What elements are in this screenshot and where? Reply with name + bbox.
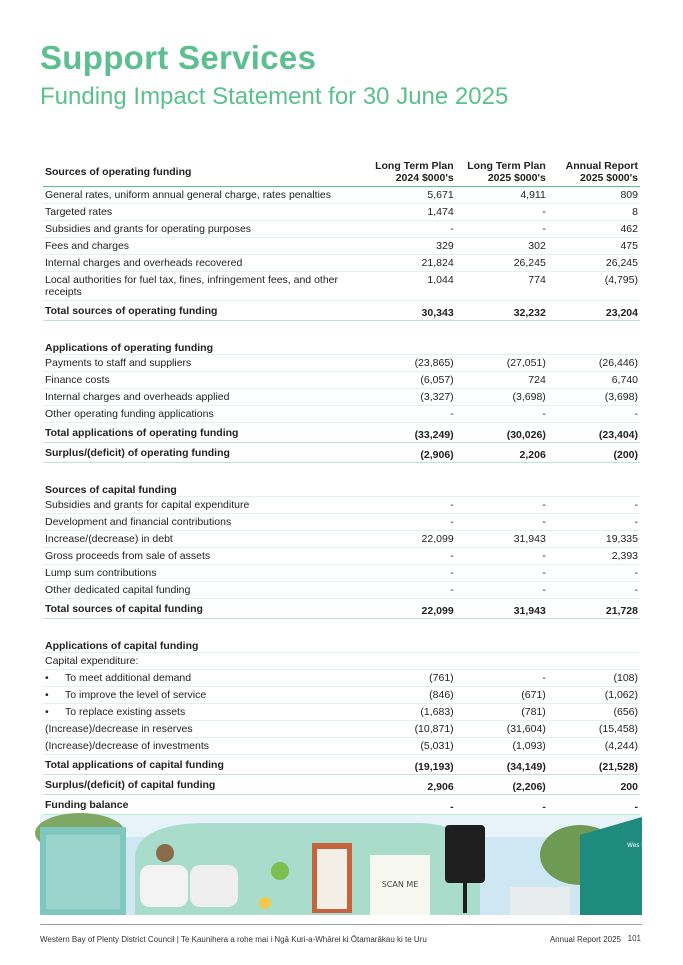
tent-text: Wes Bay Distr — [627, 842, 669, 849]
table-row: Finance costs (6,057) 724 6,740 — [43, 372, 640, 389]
table-row: Other operating funding applications - - - — [43, 406, 640, 423]
table-row: Gross proceeds from sale of assets - - 2,393 — [43, 548, 640, 565]
total-row: Surplus/(deficit) of capital funding 2,906 (2,206) 200 — [43, 775, 640, 795]
event-photo — [40, 815, 669, 915]
section-heading-row: Sources of capital funding — [43, 479, 640, 497]
table-row: • To meet additional demand (761) - (108) — [43, 670, 640, 687]
section-heading-row: Applications of operating funding — [43, 337, 640, 355]
footer-council-name: Western Bay of Plenty District Council | Te Kaunihera a rohe mai i Ngā Kuri-a-Whārei ki Ōtamarākau ki te Uru — [40, 935, 427, 944]
page-title: Support Services — [40, 39, 317, 76]
spacer-row — [43, 321, 640, 338]
header-annual-report-2025: Annual Report 2025 $000's — [548, 158, 640, 187]
table-row: Payments to staff and suppliers (23,865) (27,051) (26,446) — [43, 355, 640, 372]
table-row: (Increase)/decrease in reserves (10,871) (31,604) (15,458) — [43, 721, 640, 738]
footer-report-title: Annual Report 2025 — [549, 935, 621, 944]
header-sources-operating: Sources of operating funding — [43, 158, 364, 187]
table-row: Internal charges and overheads recovered 21,824 26,245 26,245 — [43, 255, 640, 272]
table-row: • To improve the level of service (846) (671) (1,062) — [43, 687, 640, 704]
table-row: Internal charges and overheads applied (3,327) (3,698) (3,698) — [43, 389, 640, 406]
table-row: General rates, uniform annual general charge, rates penalties 5,671 4,911 809 — [43, 187, 640, 204]
table-row: Development and financial contributions - - - — [43, 514, 640, 531]
scan-me-sign: SCAN ME — [381, 880, 419, 889]
page-subtitle: Funding Impact Statement for 30 June 2025 — [40, 83, 509, 110]
page-number: 101 — [627, 934, 641, 943]
spacer-row — [43, 463, 640, 480]
total-row: Total applications of capital funding (19,193) (34,149) (21,528) — [43, 755, 640, 775]
section-heading-row: Applications of capital funding — [43, 635, 640, 653]
spacer-row — [43, 619, 640, 636]
table-row: Capital expenditure: — [43, 653, 640, 670]
table-row: Lump sum contributions - - - — [43, 565, 640, 582]
table-row: Fees and charges 329 302 475 — [43, 238, 640, 255]
bullet-glyph: • — [45, 689, 49, 701]
caravan-photo-illustration — [40, 815, 669, 915]
table-row: Other dedicated capital funding - - - — [43, 582, 640, 599]
header-ltp-2025: Long Term Plan 2025 $000's — [456, 158, 548, 187]
footer-rule — [40, 924, 642, 925]
table-row: Local authorities for fuel tax, fines, infringement fees, and other receipts 1,044 774 (4,795) — [43, 272, 640, 301]
table-header-row — [43, 158, 640, 187]
bullet-glyph: • — [45, 672, 49, 684]
header-ltp-2024: Long Term Plan 2024 $000's — [364, 158, 456, 187]
total-row: Surplus/(deficit) of operating funding (2,906) 2,206 (200) — [43, 443, 640, 463]
table-row: • To replace existing assets (1,683) (781) (656) — [43, 704, 640, 721]
total-row: Total sources of operating funding 30,343 32,232 23,204 — [43, 301, 640, 321]
funding-impact-table — [43, 158, 640, 815]
funding-balance-row: Funding balance - - - — [43, 795, 640, 815]
table-row: (Increase)/decrease of investments (5,031) (1,093) (4,244) — [43, 738, 640, 755]
table-row: Subsidies and grants for operating purposes - - 462 — [43, 221, 640, 238]
table-row: Subsidies and grants for capital expenditure - - - — [43, 497, 640, 514]
table-row: Targeted rates 1,474 - 8 — [43, 204, 640, 221]
table-row: Increase/(decrease) in debt 22,099 31,943 19,335 — [43, 531, 640, 548]
total-row: Total sources of capital funding 22,099 31,943 21,728 — [43, 599, 640, 619]
total-row: Total applications of operating funding (33,249) (30,026) (23,404) — [43, 423, 640, 443]
bullet-glyph: • — [45, 706, 49, 718]
